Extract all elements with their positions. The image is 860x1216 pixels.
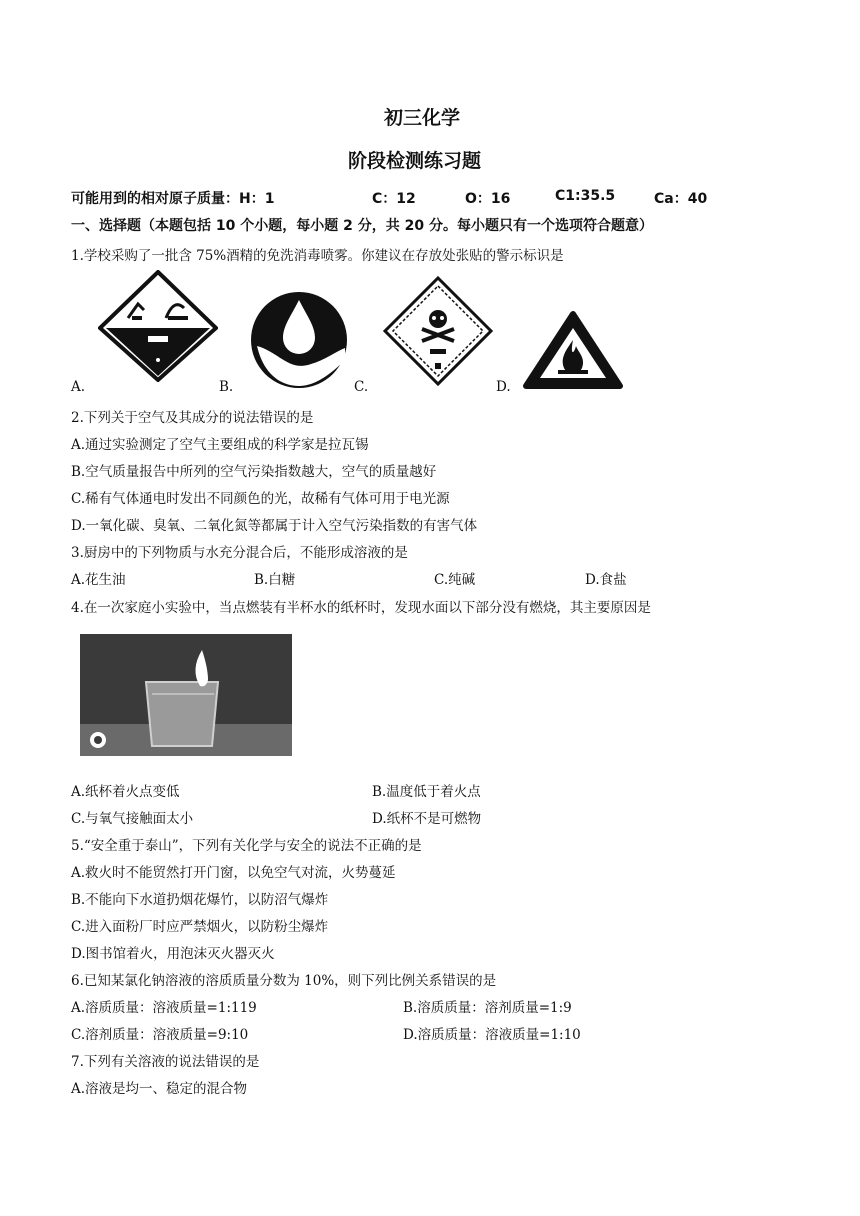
- corrosive-warning-icon: [98, 270, 218, 382]
- question-2-option-c: C.稀有气体通电时发出不同颜色的光，故稀有气体可用于电光源: [71, 491, 450, 507]
- question-3-option-c: C.纯碱: [434, 572, 476, 588]
- atomic-mass-o: O：16: [465, 191, 511, 207]
- atomic-mass-ca: Ca：40: [654, 191, 708, 207]
- question-3-option-b: B.白糖: [254, 572, 296, 588]
- question-1-option-d: D.: [496, 379, 511, 395]
- atomic-mass-cl: C1:35.5: [555, 188, 616, 204]
- question-2-stem: 2.下列关于空气及其成分的说法错误的是: [71, 410, 314, 426]
- toxic-warning-icon: [382, 275, 494, 387]
- question-1-option-c: C.: [354, 379, 369, 395]
- question-1-option-b: B.: [219, 379, 234, 395]
- question-3-stem: 3.厨房中的下列物质与水充分混合后，不能形成溶液的是: [71, 545, 408, 561]
- question-2-option-a: A.通过实验测定了空气主要组成的科学家是拉瓦锡: [71, 437, 369, 453]
- question-4-option-a: A.纸杯着火点变低: [71, 784, 180, 800]
- question-6-option-c: C.溶剂质量：溶液质量=9:10: [71, 1027, 249, 1043]
- page-title: 初三化学: [384, 107, 461, 129]
- question-5-stem: 5.“安全重于泰山”，下列有关化学与安全的说法不正确的是: [71, 838, 422, 854]
- question-3-option-a: A.花生油: [71, 572, 126, 588]
- question-5-option-b: B.不能向下水道扔烟花爆竹，以防沼气爆炸: [71, 892, 329, 908]
- question-7-stem: 7.下列有关溶液的说法错误的是: [71, 1054, 260, 1070]
- question-4-option-c: C.与氧气接触面太小: [71, 811, 194, 827]
- question-1-option-a: A.: [71, 379, 86, 395]
- question-4-option-b: B.温度低于着火点: [372, 784, 481, 800]
- question-5-option-d: D.图书馆着火，用泡沫灭火器灭火: [71, 946, 275, 962]
- question-6-option-a: A.溶质质量：溶液质量=1:119: [71, 1000, 257, 1016]
- water-drop-icon: [249, 290, 349, 390]
- question-2-option-b: B.空气质量报告中所列的空气污染指数越大，空气的质量越好: [71, 464, 437, 480]
- question-5-option-a: A.救火时不能贸然打开门窗，以免空气对流，火势蔓延: [71, 865, 396, 881]
- question-1-stem: 1.学校采购了一批含 75%酒精的免洗消毒喷雾。你建议在存放处张贴的警示标识是: [71, 248, 564, 264]
- question-6-stem: 6.已知某氯化钠溶液的溶质质量分数为 10%，则下列比例关系错误的是: [71, 973, 497, 989]
- question-6-option-b: B.溶质质量：溶剂质量=1:9: [403, 1000, 572, 1016]
- question-2-option-d: D.一氧化碳、臭氧、二氧化氮等都属于计入空气污染指数的有害气体: [71, 518, 478, 534]
- question-3-option-d: D.食盐: [585, 572, 627, 588]
- question-7-option-a: A.溶液是均一、稳定的混合物: [71, 1081, 248, 1097]
- question-4-stem: 4.在一次家庭小实验中，当点燃装有半杯水的纸杯时，发现水面以下部分没有燃烧，其主要原因是: [71, 600, 651, 616]
- flammable-warning-icon: [522, 310, 624, 390]
- question-5-option-c: C.进入面粉厂时应严禁烟火，以防粉尘爆炸: [71, 919, 329, 935]
- atomic-mass-intro: 可能用到的相对原子质量：H：1: [71, 191, 275, 207]
- question-6-option-d: D.溶质质量：溶液质量=1:10: [403, 1027, 581, 1043]
- burning-paper-cup-photo: [80, 634, 292, 756]
- question-4-option-d: D.纸杯不是可燃物: [372, 811, 482, 827]
- section-heading: 一、选择题（本题包括 10 个小题，每小题 2 分，共 20 分。每小题只有一个选项符合题意）: [71, 218, 653, 234]
- page-subtitle: 阶段检测练习题: [348, 150, 482, 172]
- atomic-mass-c: C：12: [372, 191, 416, 207]
